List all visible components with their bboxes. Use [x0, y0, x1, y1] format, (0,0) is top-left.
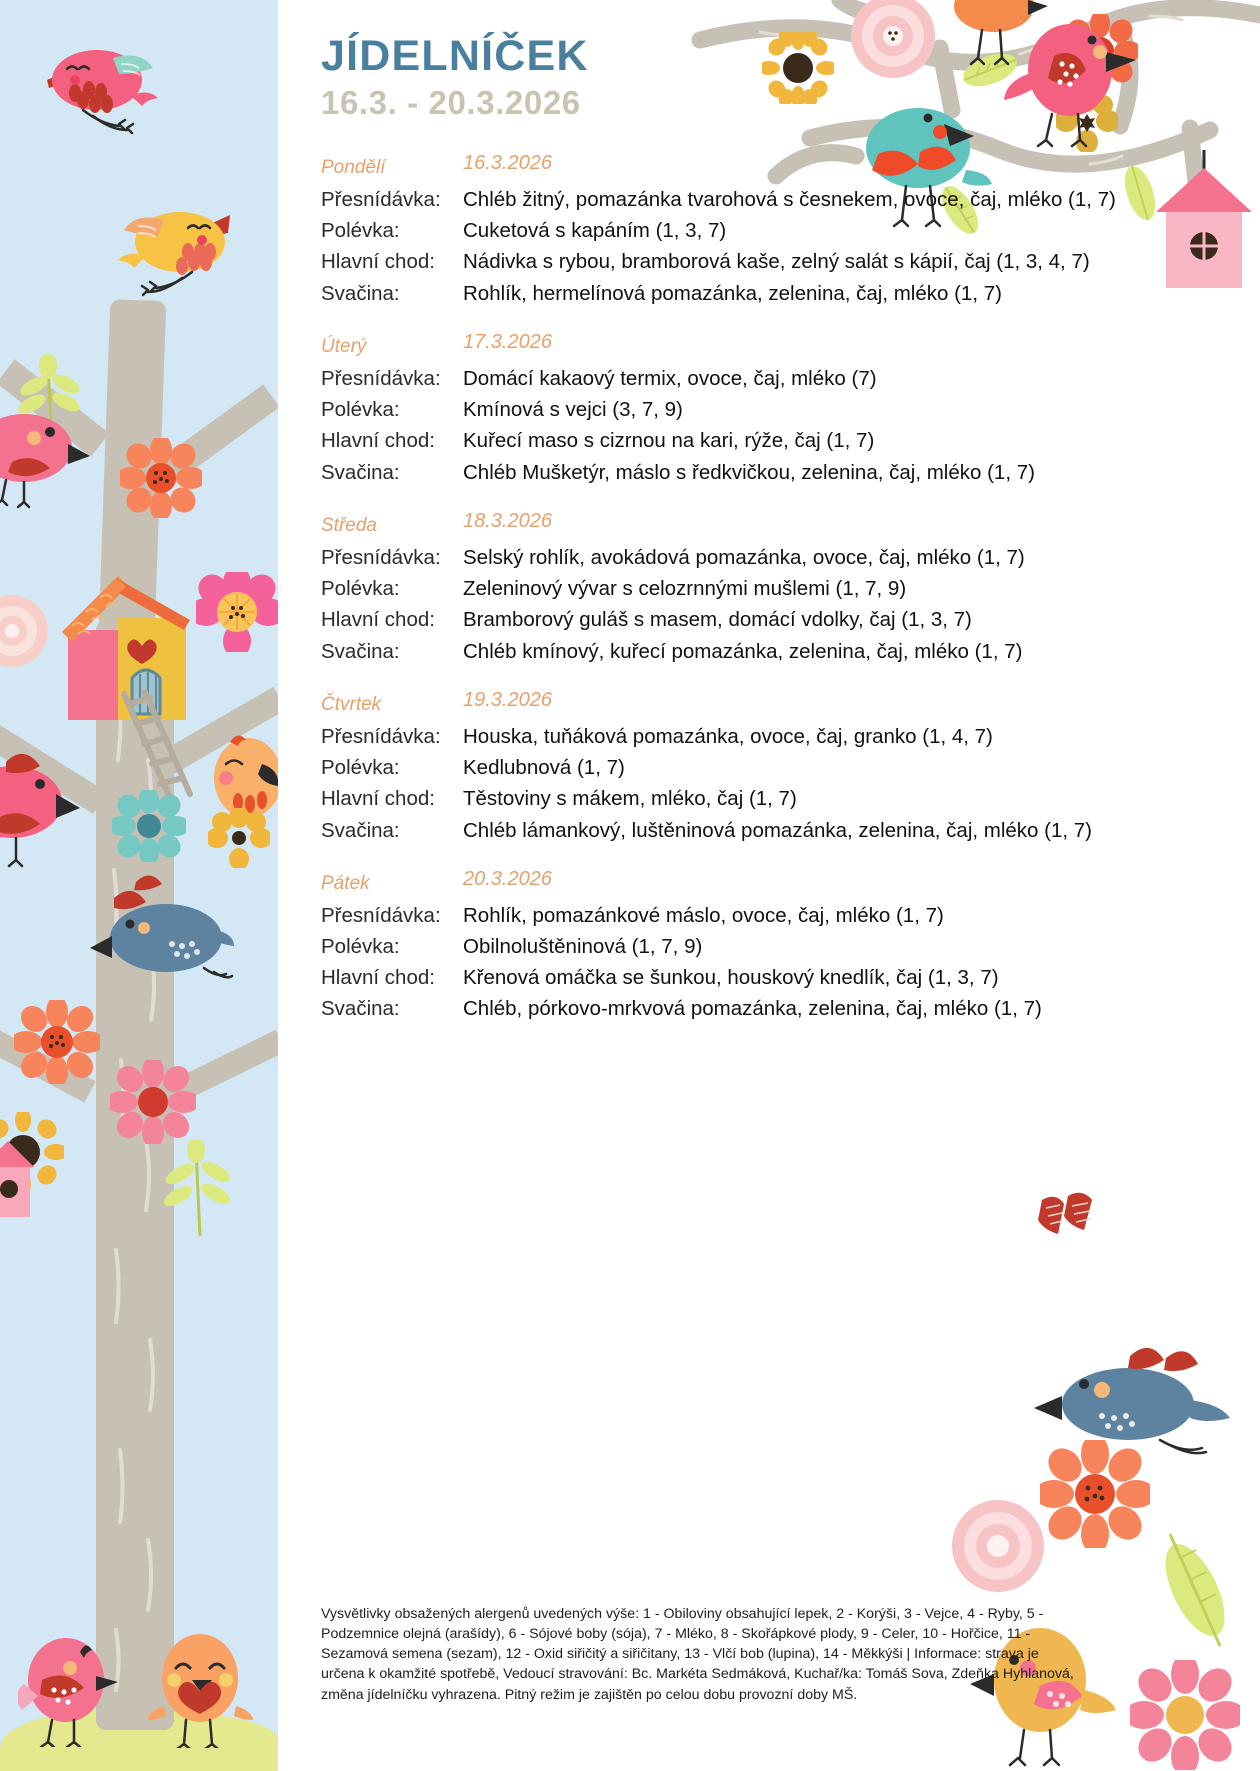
meal-value: Chléb, pórkovo-mrkvová pomazánka, zelenina, čaj, mléko (1, 7): [463, 997, 1042, 1021]
meal-label: Svačina:: [321, 997, 400, 1021]
meal-value: Křenová omáčka se šunkou, houskový knedlík, čaj (1, 3, 7): [463, 966, 999, 990]
meal-label: Hlavní chod:: [321, 608, 435, 632]
meal-value: Rohlík, pomazánkové máslo, ovoce, čaj, mléko (1, 7): [463, 903, 944, 927]
day-header: [321, 689, 1201, 719]
day-block: [321, 152, 1201, 307]
meal-label: Hlavní chod:: [321, 250, 435, 274]
bird-red-tail-icon: [1036, 1190, 1106, 1250]
meal-label: Polévka:: [321, 934, 400, 958]
leaf-bottom-right-icon: [1140, 1520, 1250, 1660]
meal-row: [321, 786, 1201, 812]
page-title: JÍDELNÍČEK: [321, 32, 589, 80]
flower-pink-blossom-icon: [196, 572, 278, 652]
day-block: [321, 868, 1201, 1023]
bird-orange-heart-icon: [148, 1618, 253, 1748]
flower-coral-bottom-icon: [1130, 1660, 1240, 1770]
meal-label: Svačina:: [321, 281, 400, 305]
meal-value: Obilnoluštěninová (1, 7, 9): [463, 934, 703, 958]
bird-yellow-flying-icon: [118, 190, 243, 305]
meal-row: [321, 996, 1201, 1022]
meal-value: Cuketová s kapáním (1, 3, 7): [463, 219, 727, 243]
day-name: Čtvrtek: [321, 693, 382, 715]
meal-label: Přesnídávka:: [321, 366, 441, 390]
meal-label: Svačina:: [321, 639, 400, 663]
poster-header: [321, 34, 589, 123]
bird-pink-perched-icon: [0, 400, 92, 510]
meal-value: Bramborový guláš s masem, domácí vdolky, čaj (1, 3, 7): [463, 608, 972, 632]
meal-value: Kedlubnová (1, 7): [463, 756, 625, 780]
meal-row: [321, 607, 1201, 633]
meal-row: [321, 818, 1201, 844]
flower-pale-rose-icon: [0, 592, 52, 670]
day-header: [321, 152, 1201, 182]
weekly-menu-list: [321, 152, 1201, 1047]
flower-teal-icon: [112, 790, 186, 862]
flower-sunflower-top-icon: [762, 32, 834, 104]
meal-value: Kuřecí maso s cizrnou na kari, rýže, čaj (1, 7): [463, 429, 875, 453]
day-block: [321, 331, 1201, 486]
meal-label: Přesnídávka:: [321, 545, 441, 569]
meal-row: [321, 755, 1201, 781]
meal-value: Houska, tuňáková pomazánka, ovoce, čaj, granko (1, 4, 7): [463, 724, 993, 748]
day-date: 17.3.2026: [463, 330, 552, 353]
meal-value: Těstoviny s mákem, mléko, čaj (1, 7): [463, 787, 797, 811]
meal-row: [321, 428, 1201, 454]
meal-label: Přesnídávka:: [321, 188, 441, 211]
meal-value: Zeleninový vývar s celozrnnými mušlemi (1, 7, 9): [463, 577, 907, 601]
meal-value: Kmínová s vejci (3, 7, 9): [463, 398, 683, 422]
meal-row: [321, 965, 1201, 991]
meal-value: Domácí kakaový termix, ovoce, čaj, mléko (7): [463, 366, 877, 390]
left-decoration-panel: [0, 0, 278, 1771]
day-block: [321, 689, 1201, 844]
meal-value: Chléb žitný, pomazánka tvarohová s česnekem, ovoce, čaj, mléko (1, 7): [463, 188, 1116, 211]
flower-orange-icon: [120, 438, 202, 518]
meal-row: [321, 934, 1201, 960]
meal-row: [321, 397, 1201, 423]
day-date: 20.3.2026: [463, 867, 552, 890]
day-header: [321, 331, 1201, 361]
day-date: 19.3.2026: [463, 688, 552, 711]
day-header: [321, 868, 1201, 898]
bird-pink-ground-icon: [18, 1622, 118, 1747]
meal-label: Hlavní chod:: [321, 787, 435, 811]
meal-value: Rohlík, hermelínová pomazánka, zelenina, čaj, mléko (1, 7): [463, 281, 1002, 305]
meal-row: [321, 281, 1201, 307]
meal-value: Chléb lámankový, luštěninová pomazánka, zelenina, čaj, mléko (1, 7): [463, 818, 1092, 842]
meal-label: Přesnídávka:: [321, 903, 441, 927]
meal-value: Nádivka s rybou, bramborová kaše, zelný salát s kápií, čaj (1, 3, 4, 7): [463, 250, 1090, 274]
day-header: [321, 510, 1201, 540]
meal-value: Chléb Mušketýr, máslo s ředkvičkou, zelenina, čaj, mléko (1, 7): [463, 460, 1035, 484]
treehouse-illustration: [58, 550, 198, 730]
meal-value: Chléb kmínový, kuřecí pomazánka, zelenina, čaj, mléko (1, 7): [463, 639, 1023, 663]
meal-row: [321, 187, 1201, 213]
meal-label: Polévka:: [321, 398, 400, 422]
day-block: [321, 510, 1201, 665]
leaf-sprig-lower-icon: [160, 1140, 240, 1240]
day-date: 16.3.2026: [463, 152, 552, 174]
bird-pink-top-right-icon: [1000, 14, 1140, 160]
meal-row: [321, 903, 1201, 929]
allergen-footnote: Vysvětlivky obsažených alergenů uvedených výše: 1 - Obiloviny obsahující lepek, 2 - Korýši, 3 - Vejce, 4 - Ryby, 5 - Podzemnice olejná (arašídy), 6 - Sójové boby (sója), 7 - Mléko, 8 - Skořápkové plody, 9 - Celer, 10 - Hořčice, 11 - Sezamová semena (sezam), 12 - Oxid siřičitý a siřičitany, 13 - Vlčí bob (lupina), 14 - Měkkýši | Informace: strava je určena k okamžité spotřebě, Vedoucí stravování: Bc. Markéta Sedmáková, Kuchař/ka: Tomáš Sova, Zdeňka Hyhlanová, změna jídelníčku vyhrazena. Pitný režim je zajištěn po celou dobu provozní doby MŠ.: [321, 1606, 1074, 1703]
day-name: Pátek: [321, 872, 370, 894]
date-range: 16.3. - 20.3.2026: [321, 84, 581, 122]
birdhouse-small-icon: [0, 1135, 38, 1225]
meal-label: Polévka:: [321, 577, 400, 601]
day-date: 18.3.2026: [463, 509, 552, 532]
meal-row: [321, 576, 1201, 602]
meal-label: Polévka:: [321, 756, 400, 780]
day-name: Středa: [321, 514, 377, 536]
day-name: Úterý: [321, 335, 367, 357]
flower-coral-icon: [110, 1060, 196, 1144]
meal-label: Polévka:: [321, 219, 400, 243]
meal-row: [321, 366, 1201, 392]
meal-row: [321, 724, 1201, 750]
flower-pale-rose-bottom-icon: [948, 1498, 1048, 1594]
flower-yellow-small-icon: [208, 808, 270, 868]
meal-value: Selský rohlík, avokádová pomazánka, ovoce, čaj, mléko (1, 7): [463, 545, 1025, 569]
flower-orange-lower-icon: [14, 1000, 100, 1084]
bird-steelblue-icon: [86, 868, 236, 998]
meal-row: [321, 639, 1201, 665]
meal-label: Svačina:: [321, 818, 400, 842]
bird-pink-left-icon: [0, 740, 90, 870]
flower-pale-rose-top-icon: [848, 0, 938, 80]
meal-row: [321, 249, 1201, 275]
meal-row: [321, 460, 1201, 486]
bird-blue-bottom-right-icon: [1010, 1340, 1250, 1470]
meal-label: Hlavní chod:: [321, 966, 435, 990]
meal-row: [321, 218, 1201, 244]
day-name: Pondělí: [321, 157, 386, 178]
meal-row: [321, 545, 1201, 571]
meal-label: Hlavní chod:: [321, 429, 435, 453]
bird-pink-flying-icon: [35, 28, 165, 138]
meal-label: Přesnídávka:: [321, 724, 441, 748]
meal-label: Svačina:: [321, 460, 400, 484]
